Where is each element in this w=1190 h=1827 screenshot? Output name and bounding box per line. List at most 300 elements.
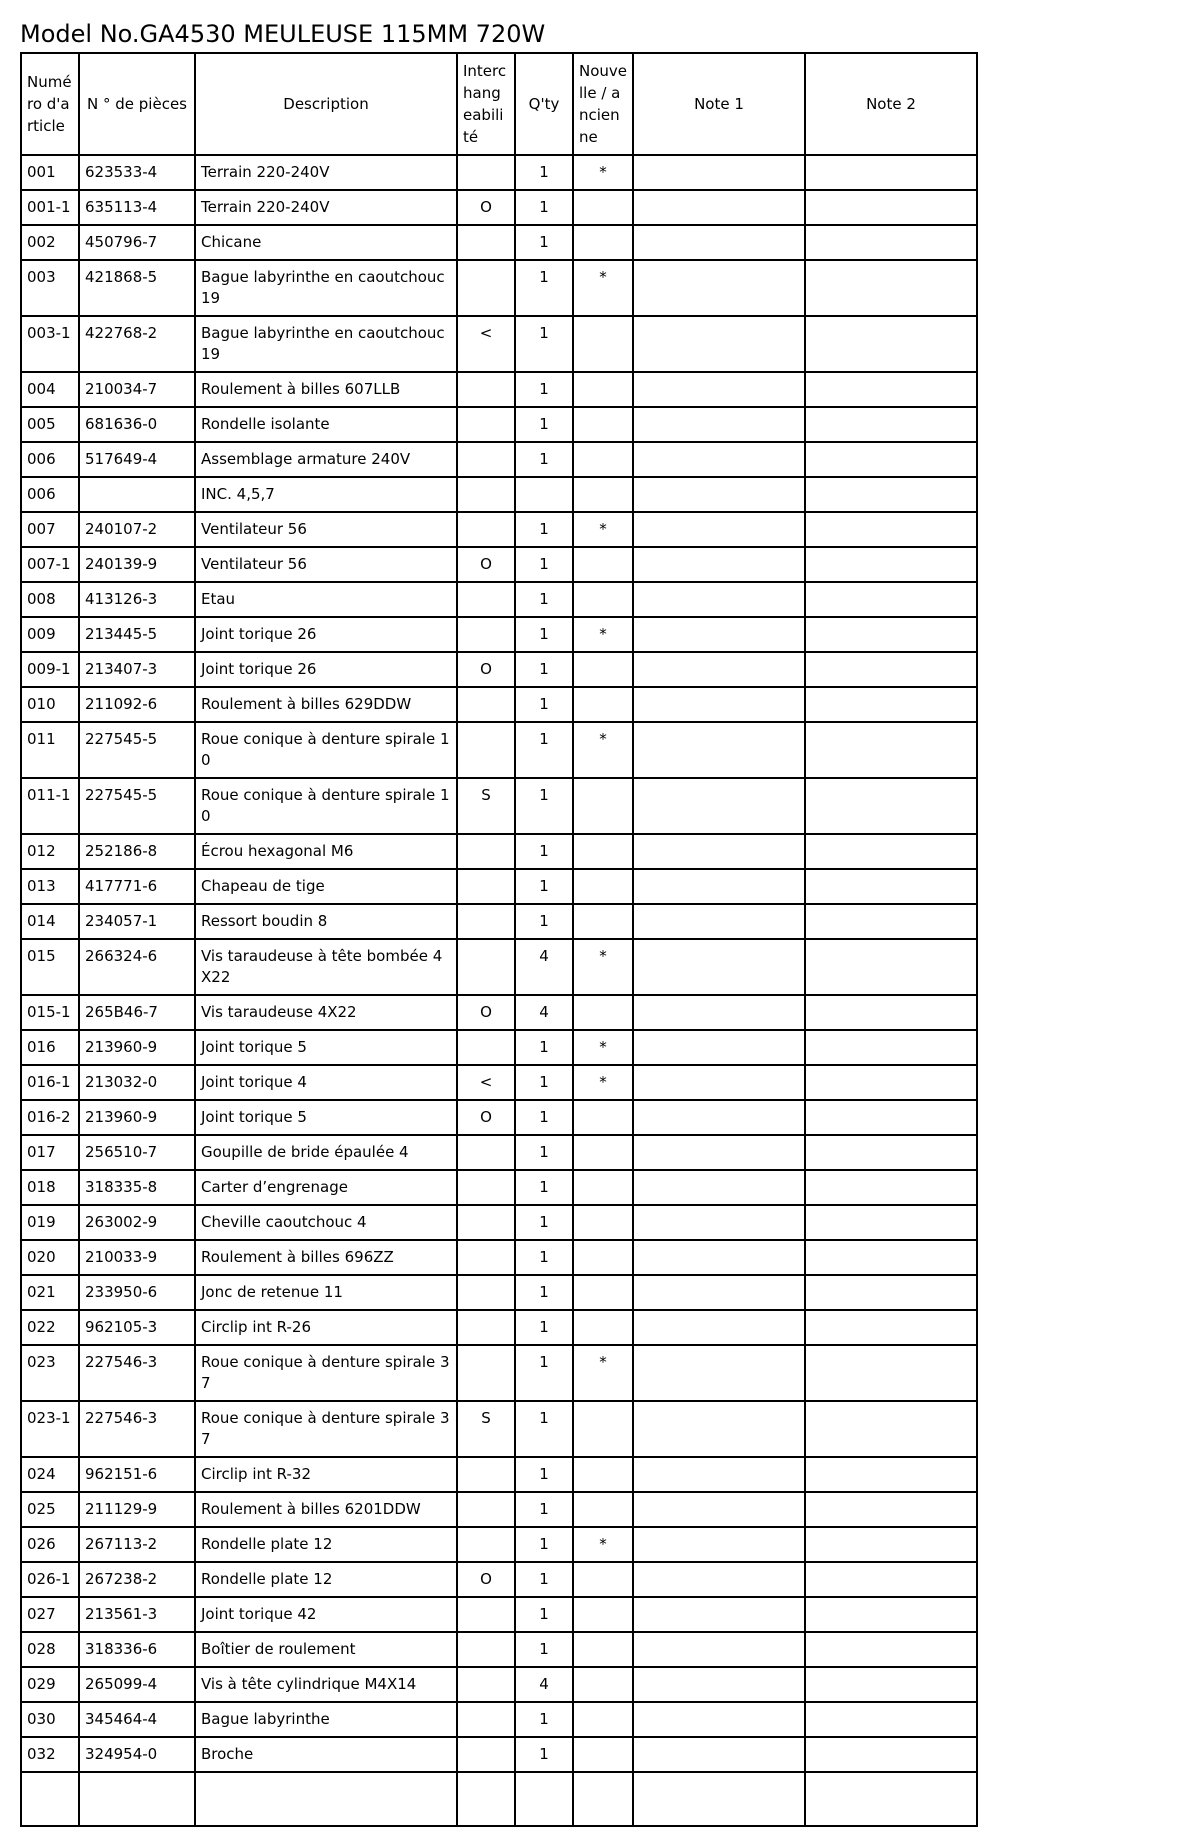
table-row bbox=[21, 778, 977, 834]
cell-qty: 1 bbox=[515, 1597, 573, 1632]
cell-new-old bbox=[573, 407, 633, 442]
cell-interchangeability bbox=[457, 407, 515, 442]
cell-description: Roulement à billes 6201DDW bbox=[195, 1492, 457, 1527]
cell-new-old bbox=[573, 1702, 633, 1737]
cell-part-no: 234057-1 bbox=[79, 904, 195, 939]
cell-item-no: 032 bbox=[21, 1737, 79, 1772]
cell-note-1 bbox=[633, 995, 805, 1030]
cell-note-2 bbox=[805, 1345, 977, 1401]
cell-note-2 bbox=[805, 512, 977, 547]
cell-note-2 bbox=[805, 995, 977, 1030]
cell-interchangeability: O bbox=[457, 190, 515, 225]
cell-note-1 bbox=[633, 834, 805, 869]
cell-new-old bbox=[573, 582, 633, 617]
cell-description: Bague labyrinthe bbox=[195, 1702, 457, 1737]
cell-new-old bbox=[573, 442, 633, 477]
table-row bbox=[21, 1170, 977, 1205]
cell-qty: 1 bbox=[515, 1737, 573, 1772]
cell-new-old bbox=[573, 1275, 633, 1310]
cell-qty: 1 bbox=[515, 1170, 573, 1205]
table-row bbox=[21, 652, 977, 687]
cell-note-1 bbox=[633, 1030, 805, 1065]
cell-description: Ventilateur 56 bbox=[195, 547, 457, 582]
table-row bbox=[21, 407, 977, 442]
table-row bbox=[21, 1492, 977, 1527]
cell-part-no: 252186-8 bbox=[79, 834, 195, 869]
cell-note-1 bbox=[633, 1527, 805, 1562]
cell-description: Écrou hexagonal M6 bbox=[195, 834, 457, 869]
cell-note-2 bbox=[805, 582, 977, 617]
cell-interchangeability bbox=[457, 1597, 515, 1632]
cell-new-old: * bbox=[573, 939, 633, 995]
cell-note-1 bbox=[633, 1100, 805, 1135]
cell-part-no: 233950-6 bbox=[79, 1275, 195, 1310]
cell-note-1 bbox=[633, 582, 805, 617]
cell-new-old bbox=[573, 869, 633, 904]
cell-interchangeability-empty bbox=[457, 1772, 515, 1826]
cell-qty: 1 bbox=[515, 869, 573, 904]
cell-part-no: 265099-4 bbox=[79, 1667, 195, 1702]
cell-item-no: 019 bbox=[21, 1205, 79, 1240]
table-row bbox=[21, 155, 977, 190]
cell-qty: 1 bbox=[515, 260, 573, 316]
cell-description: Joint torique 26 bbox=[195, 652, 457, 687]
cell-interchangeability bbox=[457, 1310, 515, 1345]
cell-note-2 bbox=[805, 1401, 977, 1457]
cell-part-no: 267113-2 bbox=[79, 1527, 195, 1562]
cell-part-no: 318335-8 bbox=[79, 1170, 195, 1205]
cell-qty: 4 bbox=[515, 995, 573, 1030]
table-row bbox=[21, 1401, 977, 1457]
table-row bbox=[21, 1240, 977, 1275]
cell-item-no: 003-1 bbox=[21, 316, 79, 372]
cell-item-no: 023-1 bbox=[21, 1401, 79, 1457]
cell-part-no: 263002-9 bbox=[79, 1205, 195, 1240]
cell-item-no: 015 bbox=[21, 939, 79, 995]
cell-part-no: 635113-4 bbox=[79, 190, 195, 225]
header-new-old: Nouvelle / ancienne bbox=[573, 53, 633, 155]
cell-note-1 bbox=[633, 1275, 805, 1310]
cell-part-no-empty bbox=[79, 1772, 195, 1826]
cell-description: Joint torique 26 bbox=[195, 617, 457, 652]
table-row bbox=[21, 1100, 977, 1135]
cell-description: Roulement à billes 629DDW bbox=[195, 687, 457, 722]
table-row bbox=[21, 1345, 977, 1401]
cell-interchangeability bbox=[457, 617, 515, 652]
cell-description: Circlip int R-32 bbox=[195, 1457, 457, 1492]
cell-part-no: 324954-0 bbox=[79, 1737, 195, 1772]
cell-part-no: 227545-5 bbox=[79, 722, 195, 778]
cell-note-1 bbox=[633, 512, 805, 547]
cell-qty: 1 bbox=[515, 1275, 573, 1310]
cell-description: Roue conique à denture spirale 10 bbox=[195, 722, 457, 778]
cell-note-1 bbox=[633, 1667, 805, 1702]
cell-note-2 bbox=[805, 1562, 977, 1597]
cell-qty: 1 bbox=[515, 1492, 573, 1527]
table-row bbox=[21, 617, 977, 652]
cell-description: Ressort boudin 8 bbox=[195, 904, 457, 939]
cell-note-2 bbox=[805, 260, 977, 316]
cell-item-no: 024 bbox=[21, 1457, 79, 1492]
cell-note-1 bbox=[633, 939, 805, 995]
table-row bbox=[21, 372, 977, 407]
cell-qty: 1 bbox=[515, 582, 573, 617]
table-row bbox=[21, 260, 977, 316]
cell-part-no: 240139-9 bbox=[79, 547, 195, 582]
table-row bbox=[21, 995, 977, 1030]
cell-qty: 1 bbox=[515, 316, 573, 372]
cell-new-old bbox=[573, 1632, 633, 1667]
cell-note-1 bbox=[633, 477, 805, 512]
cell-note-2 bbox=[805, 1667, 977, 1702]
cell-item-no: 005 bbox=[21, 407, 79, 442]
cell-item-no: 022 bbox=[21, 1310, 79, 1345]
cell-interchangeability: O bbox=[457, 995, 515, 1030]
cell-item-no: 025 bbox=[21, 1492, 79, 1527]
cell-note-1 bbox=[633, 260, 805, 316]
cell-part-no: 213445-5 bbox=[79, 617, 195, 652]
table-row bbox=[21, 1597, 977, 1632]
cell-part-no: 213960-9 bbox=[79, 1100, 195, 1135]
cell-interchangeability bbox=[457, 1240, 515, 1275]
cell-item-no: 026-1 bbox=[21, 1562, 79, 1597]
cell-qty: 1 bbox=[515, 904, 573, 939]
table-row bbox=[21, 1457, 977, 1492]
table-row bbox=[21, 442, 977, 477]
cell-note-1 bbox=[633, 1737, 805, 1772]
cell-qty: 4 bbox=[515, 939, 573, 995]
cell-interchangeability: O bbox=[457, 1100, 515, 1135]
cell-new-old: * bbox=[573, 155, 633, 190]
cell-qty: 1 bbox=[515, 1310, 573, 1345]
cell-new-old bbox=[573, 1492, 633, 1527]
header-description: Description bbox=[195, 53, 457, 155]
cell-item-no: 012 bbox=[21, 834, 79, 869]
header-qty: Q'ty bbox=[515, 53, 573, 155]
cell-description: Roue conique à denture spirale 37 bbox=[195, 1401, 457, 1457]
cell-part-no: 240107-2 bbox=[79, 512, 195, 547]
cell-item-no: 002 bbox=[21, 225, 79, 260]
cell-qty: 1 bbox=[515, 1065, 573, 1100]
cell-new-old bbox=[573, 1667, 633, 1702]
cell-part-no: 345464-4 bbox=[79, 1702, 195, 1737]
cell-interchangeability: O bbox=[457, 547, 515, 582]
cell-new-old: * bbox=[573, 260, 633, 316]
cell-note-1 bbox=[633, 1170, 805, 1205]
cell-description: Joint torique 5 bbox=[195, 1100, 457, 1135]
cell-note-2 bbox=[805, 904, 977, 939]
cell-note-1 bbox=[633, 904, 805, 939]
cell-qty: 1 bbox=[515, 372, 573, 407]
cell-description: Chapeau de tige bbox=[195, 869, 457, 904]
cell-note-1 bbox=[633, 869, 805, 904]
cell-qty: 1 bbox=[515, 617, 573, 652]
cell-item-no: 014 bbox=[21, 904, 79, 939]
cell-note-1 bbox=[633, 617, 805, 652]
cell-new-old bbox=[573, 995, 633, 1030]
cell-note-2 bbox=[805, 1205, 977, 1240]
cell-new-old bbox=[573, 652, 633, 687]
cell-new-old-empty bbox=[573, 1772, 633, 1826]
table-row bbox=[21, 1527, 977, 1562]
table-row bbox=[21, 1065, 977, 1100]
cell-description: Broche bbox=[195, 1737, 457, 1772]
cell-note-2 bbox=[805, 1457, 977, 1492]
page-title: Model No.GA4530 MEULEUSE 115MM 720W bbox=[20, 20, 546, 48]
cell-part-no: 213032-0 bbox=[79, 1065, 195, 1100]
table-row bbox=[21, 869, 977, 904]
table-row bbox=[21, 687, 977, 722]
cell-note-2 bbox=[805, 869, 977, 904]
cell-description: Joint torique 4 bbox=[195, 1065, 457, 1100]
cell-part-no: 450796-7 bbox=[79, 225, 195, 260]
cell-note-1 bbox=[633, 1492, 805, 1527]
cell-qty: 1 bbox=[515, 1702, 573, 1737]
cell-note-1 bbox=[633, 547, 805, 582]
cell-description: INC. 4,5,7 bbox=[195, 477, 457, 512]
table-row bbox=[21, 316, 977, 372]
cell-qty: 1 bbox=[515, 1457, 573, 1492]
cell-note-1 bbox=[633, 1065, 805, 1100]
cell-qty-empty bbox=[515, 1772, 573, 1826]
cell-qty: 1 bbox=[515, 1135, 573, 1170]
cell-note-1 bbox=[633, 722, 805, 778]
table-row bbox=[21, 904, 977, 939]
cell-interchangeability bbox=[457, 372, 515, 407]
cell-interchangeability bbox=[457, 1702, 515, 1737]
cell-note-2 bbox=[805, 834, 977, 869]
cell-note-1 bbox=[633, 1345, 805, 1401]
cell-qty bbox=[515, 477, 573, 512]
cell-new-old: * bbox=[573, 1030, 633, 1065]
cell-new-old bbox=[573, 1457, 633, 1492]
cell-note-2 bbox=[805, 1632, 977, 1667]
cell-note-2 bbox=[805, 652, 977, 687]
cell-description-empty bbox=[195, 1772, 457, 1826]
cell-description: Assemblage armature 240V bbox=[195, 442, 457, 477]
cell-description: Rondelle plate 12 bbox=[195, 1527, 457, 1562]
cell-interchangeability bbox=[457, 1632, 515, 1667]
cell-item-no: 013 bbox=[21, 869, 79, 904]
cell-description: Terrain 220-240V bbox=[195, 190, 457, 225]
cell-qty: 1 bbox=[515, 1240, 573, 1275]
cell-qty: 1 bbox=[515, 225, 573, 260]
cell-part-no: 681636-0 bbox=[79, 407, 195, 442]
cell-new-old bbox=[573, 687, 633, 722]
table-row bbox=[21, 1275, 977, 1310]
cell-new-old bbox=[573, 190, 633, 225]
cell-qty: 1 bbox=[515, 1527, 573, 1562]
cell-interchangeability bbox=[457, 722, 515, 778]
cell-description: Joint torique 42 bbox=[195, 1597, 457, 1632]
cell-item-no: 020 bbox=[21, 1240, 79, 1275]
cell-interchangeability bbox=[457, 1667, 515, 1702]
table-row bbox=[21, 1205, 977, 1240]
cell-note-2 bbox=[805, 477, 977, 512]
cell-item-no: 003 bbox=[21, 260, 79, 316]
cell-interchangeability bbox=[457, 1030, 515, 1065]
cell-interchangeability bbox=[457, 834, 515, 869]
cell-qty: 1 bbox=[515, 722, 573, 778]
cell-interchangeability bbox=[457, 155, 515, 190]
cell-qty: 1 bbox=[515, 834, 573, 869]
cell-note-2 bbox=[805, 442, 977, 477]
table-row bbox=[21, 512, 977, 547]
cell-description: Rondelle isolante bbox=[195, 407, 457, 442]
cell-note-2 bbox=[805, 1065, 977, 1100]
cell-item-no: 009-1 bbox=[21, 652, 79, 687]
cell-note-2 bbox=[805, 1030, 977, 1065]
table-row bbox=[21, 1737, 977, 1772]
cell-part-no: 213407-3 bbox=[79, 652, 195, 687]
cell-part-no: 211129-9 bbox=[79, 1492, 195, 1527]
cell-new-old bbox=[573, 477, 633, 512]
cell-part-no: 623533-4 bbox=[79, 155, 195, 190]
cell-description: Ventilateur 56 bbox=[195, 512, 457, 547]
cell-note-2 bbox=[805, 372, 977, 407]
cell-note-2 bbox=[805, 1597, 977, 1632]
cell-new-old: * bbox=[573, 617, 633, 652]
header-note-1: Note 1 bbox=[633, 53, 805, 155]
cell-item-no: 010 bbox=[21, 687, 79, 722]
cell-part-no: 517649-4 bbox=[79, 442, 195, 477]
cell-new-old: * bbox=[573, 512, 633, 547]
cell-item-no: 011-1 bbox=[21, 778, 79, 834]
cell-item-no: 016-2 bbox=[21, 1100, 79, 1135]
cell-part-no: 227545-5 bbox=[79, 778, 195, 834]
table-row bbox=[21, 1667, 977, 1702]
cell-new-old: * bbox=[573, 1527, 633, 1562]
cell-new-old bbox=[573, 1401, 633, 1457]
cell-qty: 4 bbox=[515, 1667, 573, 1702]
table-row-empty bbox=[21, 1772, 977, 1826]
cell-description: Rondelle plate 12 bbox=[195, 1562, 457, 1597]
cell-qty: 1 bbox=[515, 1100, 573, 1135]
table-row bbox=[21, 1632, 977, 1667]
table-row bbox=[21, 1702, 977, 1737]
cell-qty: 1 bbox=[515, 1205, 573, 1240]
cell-item-no: 001-1 bbox=[21, 190, 79, 225]
cell-qty: 1 bbox=[515, 1632, 573, 1667]
cell-interchangeability: O bbox=[457, 652, 515, 687]
cell-part-no: 210033-9 bbox=[79, 1240, 195, 1275]
cell-item-no: 018 bbox=[21, 1170, 79, 1205]
cell-new-old bbox=[573, 1170, 633, 1205]
cell-note-2 bbox=[805, 1492, 977, 1527]
cell-new-old bbox=[573, 372, 633, 407]
cell-item-no: 016-1 bbox=[21, 1065, 79, 1100]
cell-note-2 bbox=[805, 1527, 977, 1562]
cell-note-2 bbox=[805, 316, 977, 372]
cell-note-2 bbox=[805, 1170, 977, 1205]
cell-note-2-empty bbox=[805, 1772, 977, 1826]
cell-interchangeability bbox=[457, 939, 515, 995]
cell-part-no: 417771-6 bbox=[79, 869, 195, 904]
cell-qty: 1 bbox=[515, 687, 573, 722]
cell-qty: 1 bbox=[515, 1562, 573, 1597]
cell-note-2 bbox=[805, 407, 977, 442]
cell-note-1 bbox=[633, 1597, 805, 1632]
cell-note-1 bbox=[633, 1240, 805, 1275]
cell-item-no: 028 bbox=[21, 1632, 79, 1667]
header-part-no: N ° de pièces bbox=[79, 53, 195, 155]
cell-qty: 1 bbox=[515, 155, 573, 190]
cell-note-1 bbox=[633, 778, 805, 834]
cell-qty: 1 bbox=[515, 1030, 573, 1065]
header-interchangeability: Interchangeabilité bbox=[457, 53, 515, 155]
table-row bbox=[21, 1135, 977, 1170]
cell-item-no: 029 bbox=[21, 1667, 79, 1702]
cell-new-old bbox=[573, 1205, 633, 1240]
cell-part-no: 318336-6 bbox=[79, 1632, 195, 1667]
cell-note-2 bbox=[805, 778, 977, 834]
cell-description: Joint torique 5 bbox=[195, 1030, 457, 1065]
cell-new-old bbox=[573, 1310, 633, 1345]
cell-note-2 bbox=[805, 225, 977, 260]
cell-part-no: 422768-2 bbox=[79, 316, 195, 372]
cell-qty: 1 bbox=[515, 1401, 573, 1457]
cell-note-2 bbox=[805, 1737, 977, 1772]
cell-interchangeability bbox=[457, 1345, 515, 1401]
cell-interchangeability bbox=[457, 225, 515, 260]
table-row bbox=[21, 190, 977, 225]
cell-item-no: 006 bbox=[21, 442, 79, 477]
cell-note-1 bbox=[633, 316, 805, 372]
cell-part-no bbox=[79, 477, 195, 512]
cell-note-1 bbox=[633, 1310, 805, 1345]
cell-note-1 bbox=[633, 225, 805, 260]
cell-item-no: 016 bbox=[21, 1030, 79, 1065]
cell-new-old: * bbox=[573, 722, 633, 778]
cell-qty: 1 bbox=[515, 1345, 573, 1401]
cell-item-no: 021 bbox=[21, 1275, 79, 1310]
cell-new-old bbox=[573, 316, 633, 372]
table-row bbox=[21, 477, 977, 512]
cell-part-no: 266324-6 bbox=[79, 939, 195, 995]
cell-note-2 bbox=[805, 1240, 977, 1275]
cell-qty: 1 bbox=[515, 512, 573, 547]
cell-description: Jonc de retenue 11 bbox=[195, 1275, 457, 1310]
cell-new-old bbox=[573, 1240, 633, 1275]
cell-interchangeability bbox=[457, 869, 515, 904]
cell-note-1 bbox=[633, 1457, 805, 1492]
cell-item-no: 007 bbox=[21, 512, 79, 547]
cell-item-no: 008 bbox=[21, 582, 79, 617]
cell-note-2 bbox=[805, 722, 977, 778]
cell-note-1 bbox=[633, 1632, 805, 1667]
cell-note-2 bbox=[805, 1275, 977, 1310]
cell-part-no: 211092-6 bbox=[79, 687, 195, 722]
cell-interchangeability bbox=[457, 1205, 515, 1240]
cell-interchangeability bbox=[457, 582, 515, 617]
header-item-no: Numéro d'article bbox=[21, 53, 79, 155]
cell-qty: 1 bbox=[515, 778, 573, 834]
cell-description: Etau bbox=[195, 582, 457, 617]
cell-new-old bbox=[573, 1562, 633, 1597]
cell-note-1 bbox=[633, 652, 805, 687]
cell-new-old: * bbox=[573, 1065, 633, 1100]
cell-interchangeability: O bbox=[457, 1562, 515, 1597]
cell-interchangeability: S bbox=[457, 1401, 515, 1457]
cell-description: Circlip int R-26 bbox=[195, 1310, 457, 1345]
cell-interchangeability: < bbox=[457, 316, 515, 372]
cell-note-1 bbox=[633, 1135, 805, 1170]
cell-part-no: 213561-3 bbox=[79, 1597, 195, 1632]
cell-new-old bbox=[573, 1737, 633, 1772]
cell-item-no: 017 bbox=[21, 1135, 79, 1170]
cell-part-no: 227546-3 bbox=[79, 1345, 195, 1401]
cell-item-no: 001 bbox=[21, 155, 79, 190]
